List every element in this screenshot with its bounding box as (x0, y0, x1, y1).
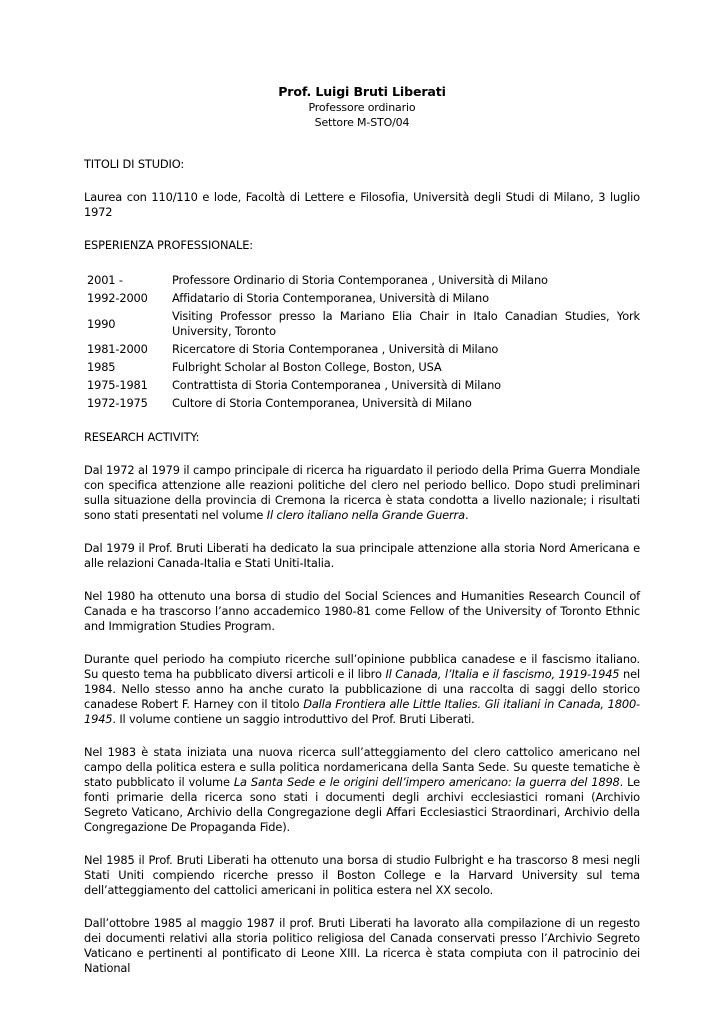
author-name: Prof. Luigi Bruti Liberati (278, 84, 446, 99)
experience-desc: Fulbright Scholar al Boston College, Boston, USA (172, 360, 442, 374)
studies-heading: TITOLI DI STUDIO: (84, 157, 185, 171)
experience-row (84, 291, 640, 306)
experience-desc: Contrattista di Storia Contemporanea , Università di Milano (172, 378, 501, 392)
paragraph-text: . Il volume contiene un saggio introduttivo del Prof. Bruti Liberati. (112, 712, 475, 726)
experience-row (84, 273, 640, 288)
experience-heading: ESPERIENZA PROFESSIONALE: (84, 238, 253, 252)
research-paragraph (84, 652, 640, 727)
experience-year: 2001 - (87, 273, 123, 287)
research-paragraph: Nel 1985 il Prof. Bruti Liberati ha ottenuto una borsa di studio Fulbright e ha trascorso 8 mesi negli Stati Uniti compiendo ricerche presso il Boston College e la Harvard University sul tema dell’atteggiamento del cattolici americani in politica estera nel XX secolo. (84, 853, 640, 897)
research-paragraph (84, 463, 640, 523)
experience-row (84, 378, 640, 393)
document-page (84, 84, 640, 976)
experience-table (84, 273, 640, 411)
paragraph-text: . Le fonti primarie della ricerca sono stati i documenti degli archivi ecclesiastici romani (Archivio Segreto Vaticano, Archivio della Congregazione degli Affari Ecclesiastici Straordinari, Archivio della Congregazione De Propaganda Fide). (84, 775, 641, 834)
research-paragraph: Nel 1980 ha ottenuto una borsa di studio del Social Sciences and Humanities Research Council of Canada e ha trascorso l’anno accademico 1980-81 come Fellow of the University of Toronto Ethnic and Immigration Studies Program. (84, 589, 640, 633)
book-title: Il Canada, l’Italia e il fascismo, 1919-1945 (385, 667, 620, 681)
experience-desc: Ricercatore di Storia Contemporanea , Università di Milano (172, 342, 499, 356)
experience-row (84, 342, 640, 357)
author-role: Professore ordinario (308, 101, 416, 114)
experience-year: 1981-2000 (87, 342, 148, 356)
experience-row (84, 360, 640, 375)
paragraph-text: nel 1984. Nello stesso anno ha anche curato la pubblicazione di una raccolta di saggi dello storico canadese Robert F. Harney con il titolo (84, 667, 640, 711)
paragraph-text: Dal 1972 al 1979 il campo principale di ricerca ha riguardato il periodo della Prima Guerra Mondiale con specifica attenzione alle reazioni politiche del clero nel periodo bellico. Dopo studi preliminari sulla situazione della provincia di Cremona la ricerca è stata condotta a livello nazionale; i risultati sono stati presentati nel volume (84, 463, 640, 522)
author-sector: Settore M-STO/04 (314, 115, 410, 129)
experience-year: 1975-1981 (87, 378, 148, 392)
experience-desc: Affidatario di Storia Contemporanea, Università di Milano (172, 291, 489, 305)
book-title: Dalla Frontiera alle Little Italies. Gli italiani in Canada, 1800-1945 (84, 697, 641, 726)
experience-year: 1985 (87, 360, 116, 374)
experience-desc: Cultore di Storia Contemporanea, Università di Milano (172, 396, 472, 410)
experience-row (84, 309, 640, 339)
paragraph-text: . (464, 508, 469, 522)
book-title: Il clero italiano nella Grande Guerra (266, 508, 465, 522)
research-paragraph: Dall’ottobre 1985 al maggio 1987 il prof. Bruti Liberati ha lavorato alla compilazione di un regesto dei documenti relativi alla storia politico religiosa del Canada conservati presso l’Archivio Segreto Vaticano e pertinenti al pontificato di Leone XIII. La ricerca è stata compiuta con il patrocinio dei National (84, 916, 640, 975)
degree-text: Laurea con 110/110 e lode, Facoltà di Lettere e Filosofia, Università degli Studi di Milano, 3 luglio 1972 (84, 190, 640, 219)
experience-desc: Visiting Professor presso la Mariano Elia Chair in Italo Canadian Studies, York University, Toronto (172, 309, 640, 338)
research-heading: RESEARCH ACTIVITY: (84, 430, 200, 444)
experience-desc: Professore Ordinario di Storia Contemporanea , Università di Milano (172, 273, 548, 287)
experience-row (84, 396, 640, 411)
experience-year: 1972-1975 (87, 396, 148, 410)
experience-year: 1990 (87, 316, 116, 331)
paragraph-text: Nel 1983 è stata iniziata una nuova ricerca sull’atteggiamento del clero cattolico americano nel campo della politica estera e sulla politica nordamericana della Santa Sede. Su queste tematiche è stato pubblicato il volume (84, 745, 640, 789)
document-header (84, 84, 640, 130)
research-paragraph: Dal 1979 il Prof. Bruti Liberati ha dedicato la sua principale attenzione alla storia Nord Americana e alle relazioni Canada-Italia e Stati Uniti-Italia. (84, 541, 640, 570)
research-paragraph (84, 745, 640, 835)
book-title: La Santa Sede e le origini dell’impero americano: la guerra del 1898 (233, 775, 620, 789)
paragraph-text: Durante quel periodo ha compiuto ricerche sull’opinione pubblica canadese e il fascismo italiano. Su questo tema ha pubblicato diversi articoli e il libro (84, 652, 640, 681)
experience-year: 1992-2000 (87, 291, 148, 305)
